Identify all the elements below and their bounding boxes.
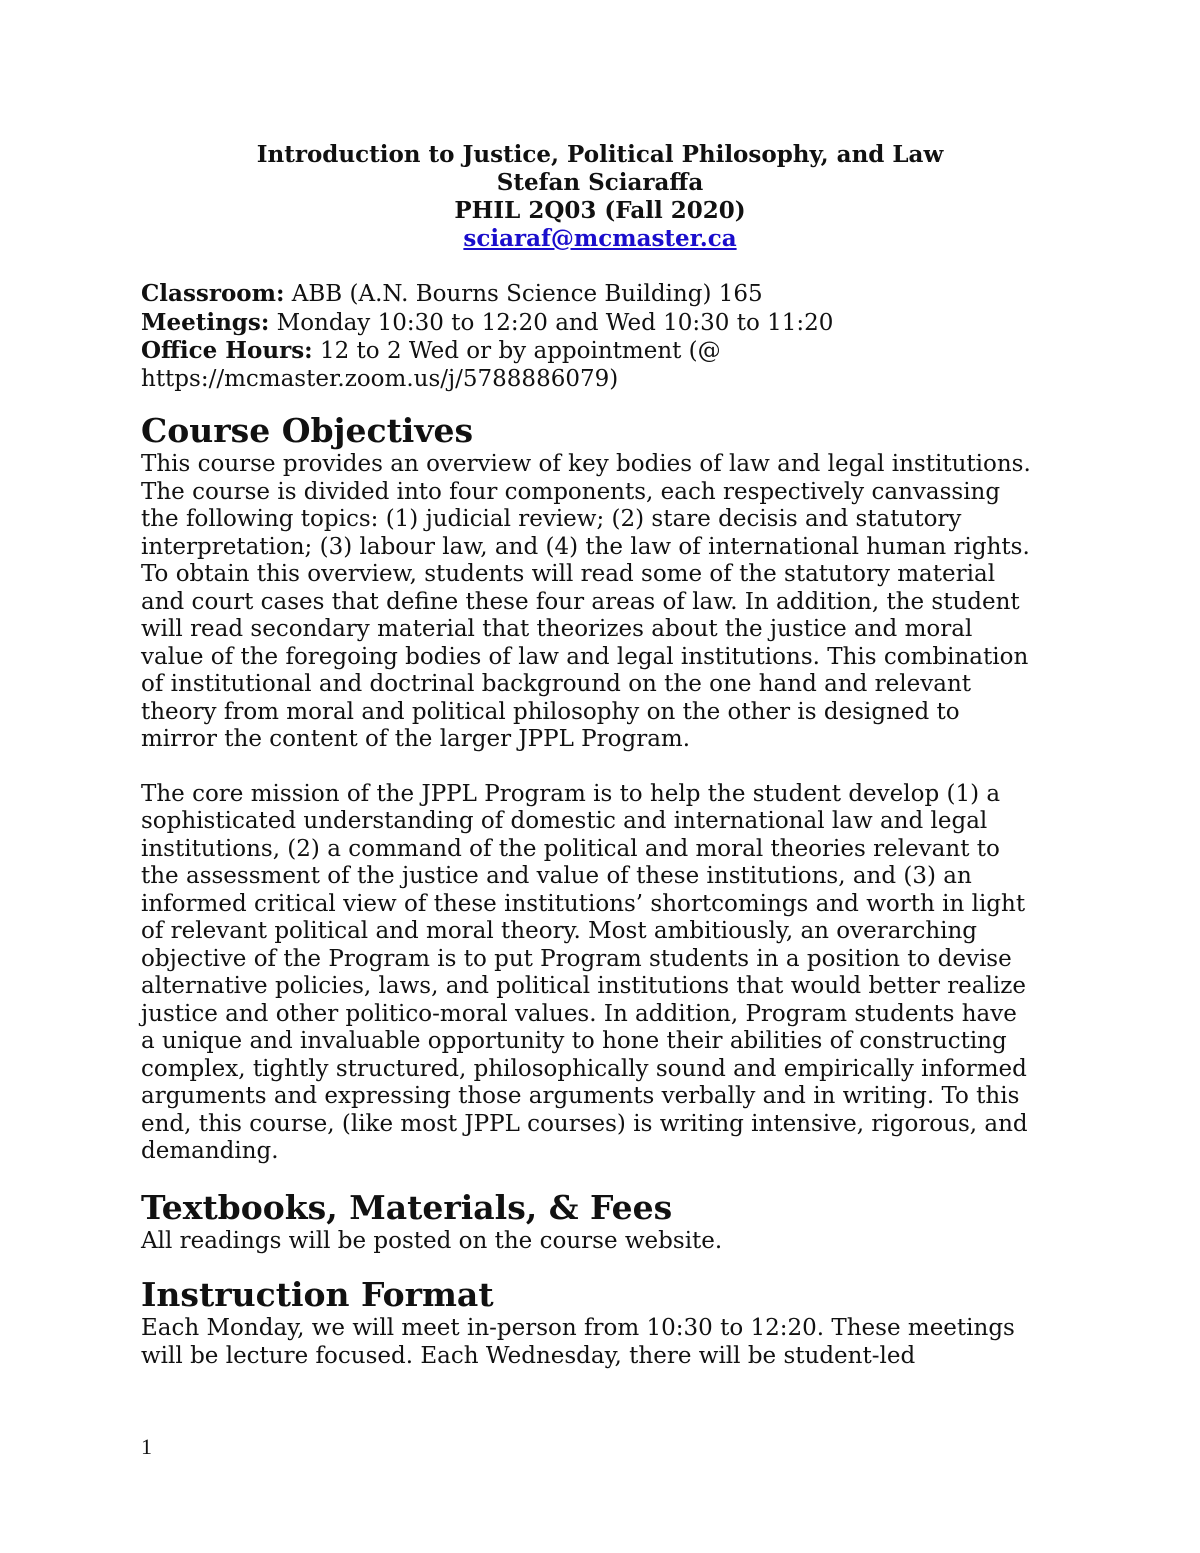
paragraph-line: the following topics: (1) judicial review; (2) stare decisis and statutory <box>141 506 962 532</box>
instructor-email-link[interactable]: sciaraf@mcmaster.ca <box>463 225 737 252</box>
paragraph-line: objective of the Program is to put Program students in a position to devise <box>141 945 1012 972</box>
paragraph-line: institutions, (2) a command of the political and moral theories relevant to <box>141 835 1000 862</box>
office-hours-value: 12 to 2 Wed or by appointment (@ <box>312 338 721 364</box>
paragraph-line: interpretation; (3) labour law, and (4) the law of international human rights. <box>141 533 1030 560</box>
paragraph-line: alternative policies, laws, and political institutions that would better realize <box>141 973 1026 999</box>
paragraph-line: arguments and expressing those arguments verbally and in writing. To this <box>141 1083 1020 1109</box>
office-hours-line <box>141 337 1061 366</box>
paragraph-line: will be lecture focused. Each Wednesday, there will be student-led <box>141 1342 916 1369</box>
paragraph-line: To obtain this overview, students will read some of the statutory material <box>141 561 996 587</box>
instruction-format-paragraph <box>141 1315 1061 1370</box>
paragraph-line: Each Monday, we will meet in-person from 10:30 to 12:20. These meetings <box>141 1315 1015 1341</box>
classroom-line <box>141 280 1061 309</box>
course-objectives-heading: Course Objectives <box>141 411 474 450</box>
paragraph-line: and court cases that define these four areas of law. In addition, the student <box>141 588 1020 615</box>
paragraph-line: demanding. <box>141 1138 279 1164</box>
instructor-name: Stefan Sciaraffa <box>496 169 704 196</box>
instruction-format-heading: Instruction Format <box>141 1275 494 1314</box>
paragraph-line: This course provides an overview of key bodies of law and legal institutions. <box>141 451 1031 477</box>
meetings-label: Meetings: <box>141 308 270 336</box>
paragraph-line: The core mission of the JPPL Program is to help the student develop (1) a <box>141 780 1001 807</box>
office-hours-label: Office Hours: <box>141 337 313 364</box>
paragraph-line: end, this course, (like most JPPL courses) is writing intensive, rigorous, and <box>141 1110 1028 1137</box>
paragraph-line: complex, tightly structured, philosophically sound and empirically informed <box>141 1055 1027 1082</box>
course-code: PHIL 2Q03 (Fall 2020) <box>454 197 746 224</box>
paragraph-line: will read secondary material that theorizes about the justice and moral <box>141 616 973 642</box>
paragraph-line: sophisticated understanding of domestic and international law and legal <box>141 808 988 834</box>
paragraph-line: value of the foregoing bodies of law and legal institutions. This combination <box>141 643 1029 670</box>
paragraph-line: theory from moral and political philosophy on the other is designed to <box>141 698 960 725</box>
paragraph-line: of institutional and doctrinal background on the one hand and relevant <box>141 671 972 697</box>
paragraph-line: of relevant political and moral theory. Most ambitiously, an overarching <box>141 918 978 944</box>
course-info-block <box>141 280 1061 393</box>
objectives-paragraph-1 <box>141 451 1061 754</box>
objectives-paragraph-2 <box>141 781 1061 1166</box>
textbooks-heading: Textbooks, Materials, & Fees <box>141 1187 673 1227</box>
office-hours-zoom-link: https://mcmaster.zoom.us/j/5788886079) <box>141 365 619 392</box>
textbooks-text: All readings will be posted on the course website. <box>141 1227 723 1254</box>
paragraph-line: mirror the content of the larger JPPL Program. <box>141 726 691 752</box>
classroom-value: ABB (A.N. Bourns Science Building) 165 <box>284 281 763 307</box>
paragraph-line: a unique and invaluable opportunity to hone their abilities of constructing <box>141 1028 1007 1054</box>
course-title: Introduction to Justice, Political Philosophy, and Law <box>256 141 944 168</box>
meetings-value: Monday 10:30 to 12:20 and Wed 10:30 to 11:20 <box>269 309 834 336</box>
meetings-line <box>141 309 1061 338</box>
classroom-label: Classroom: <box>141 280 285 307</box>
paragraph-line: informed critical view of these institutions’ shortcomings and worth in light <box>141 890 1026 917</box>
document-body <box>141 280 1061 1370</box>
paragraph-line: the assessment of the justice and value of these institutions, and (3) an <box>141 863 972 889</box>
page-number: 1 <box>141 1434 152 1459</box>
paragraph-line: justice and other politico-moral values. In addition, Program students have <box>141 1000 1017 1027</box>
course-header <box>0 141 1200 253</box>
paragraph-line: The course is divided into four components, each respectively canvassing <box>141 478 1001 505</box>
